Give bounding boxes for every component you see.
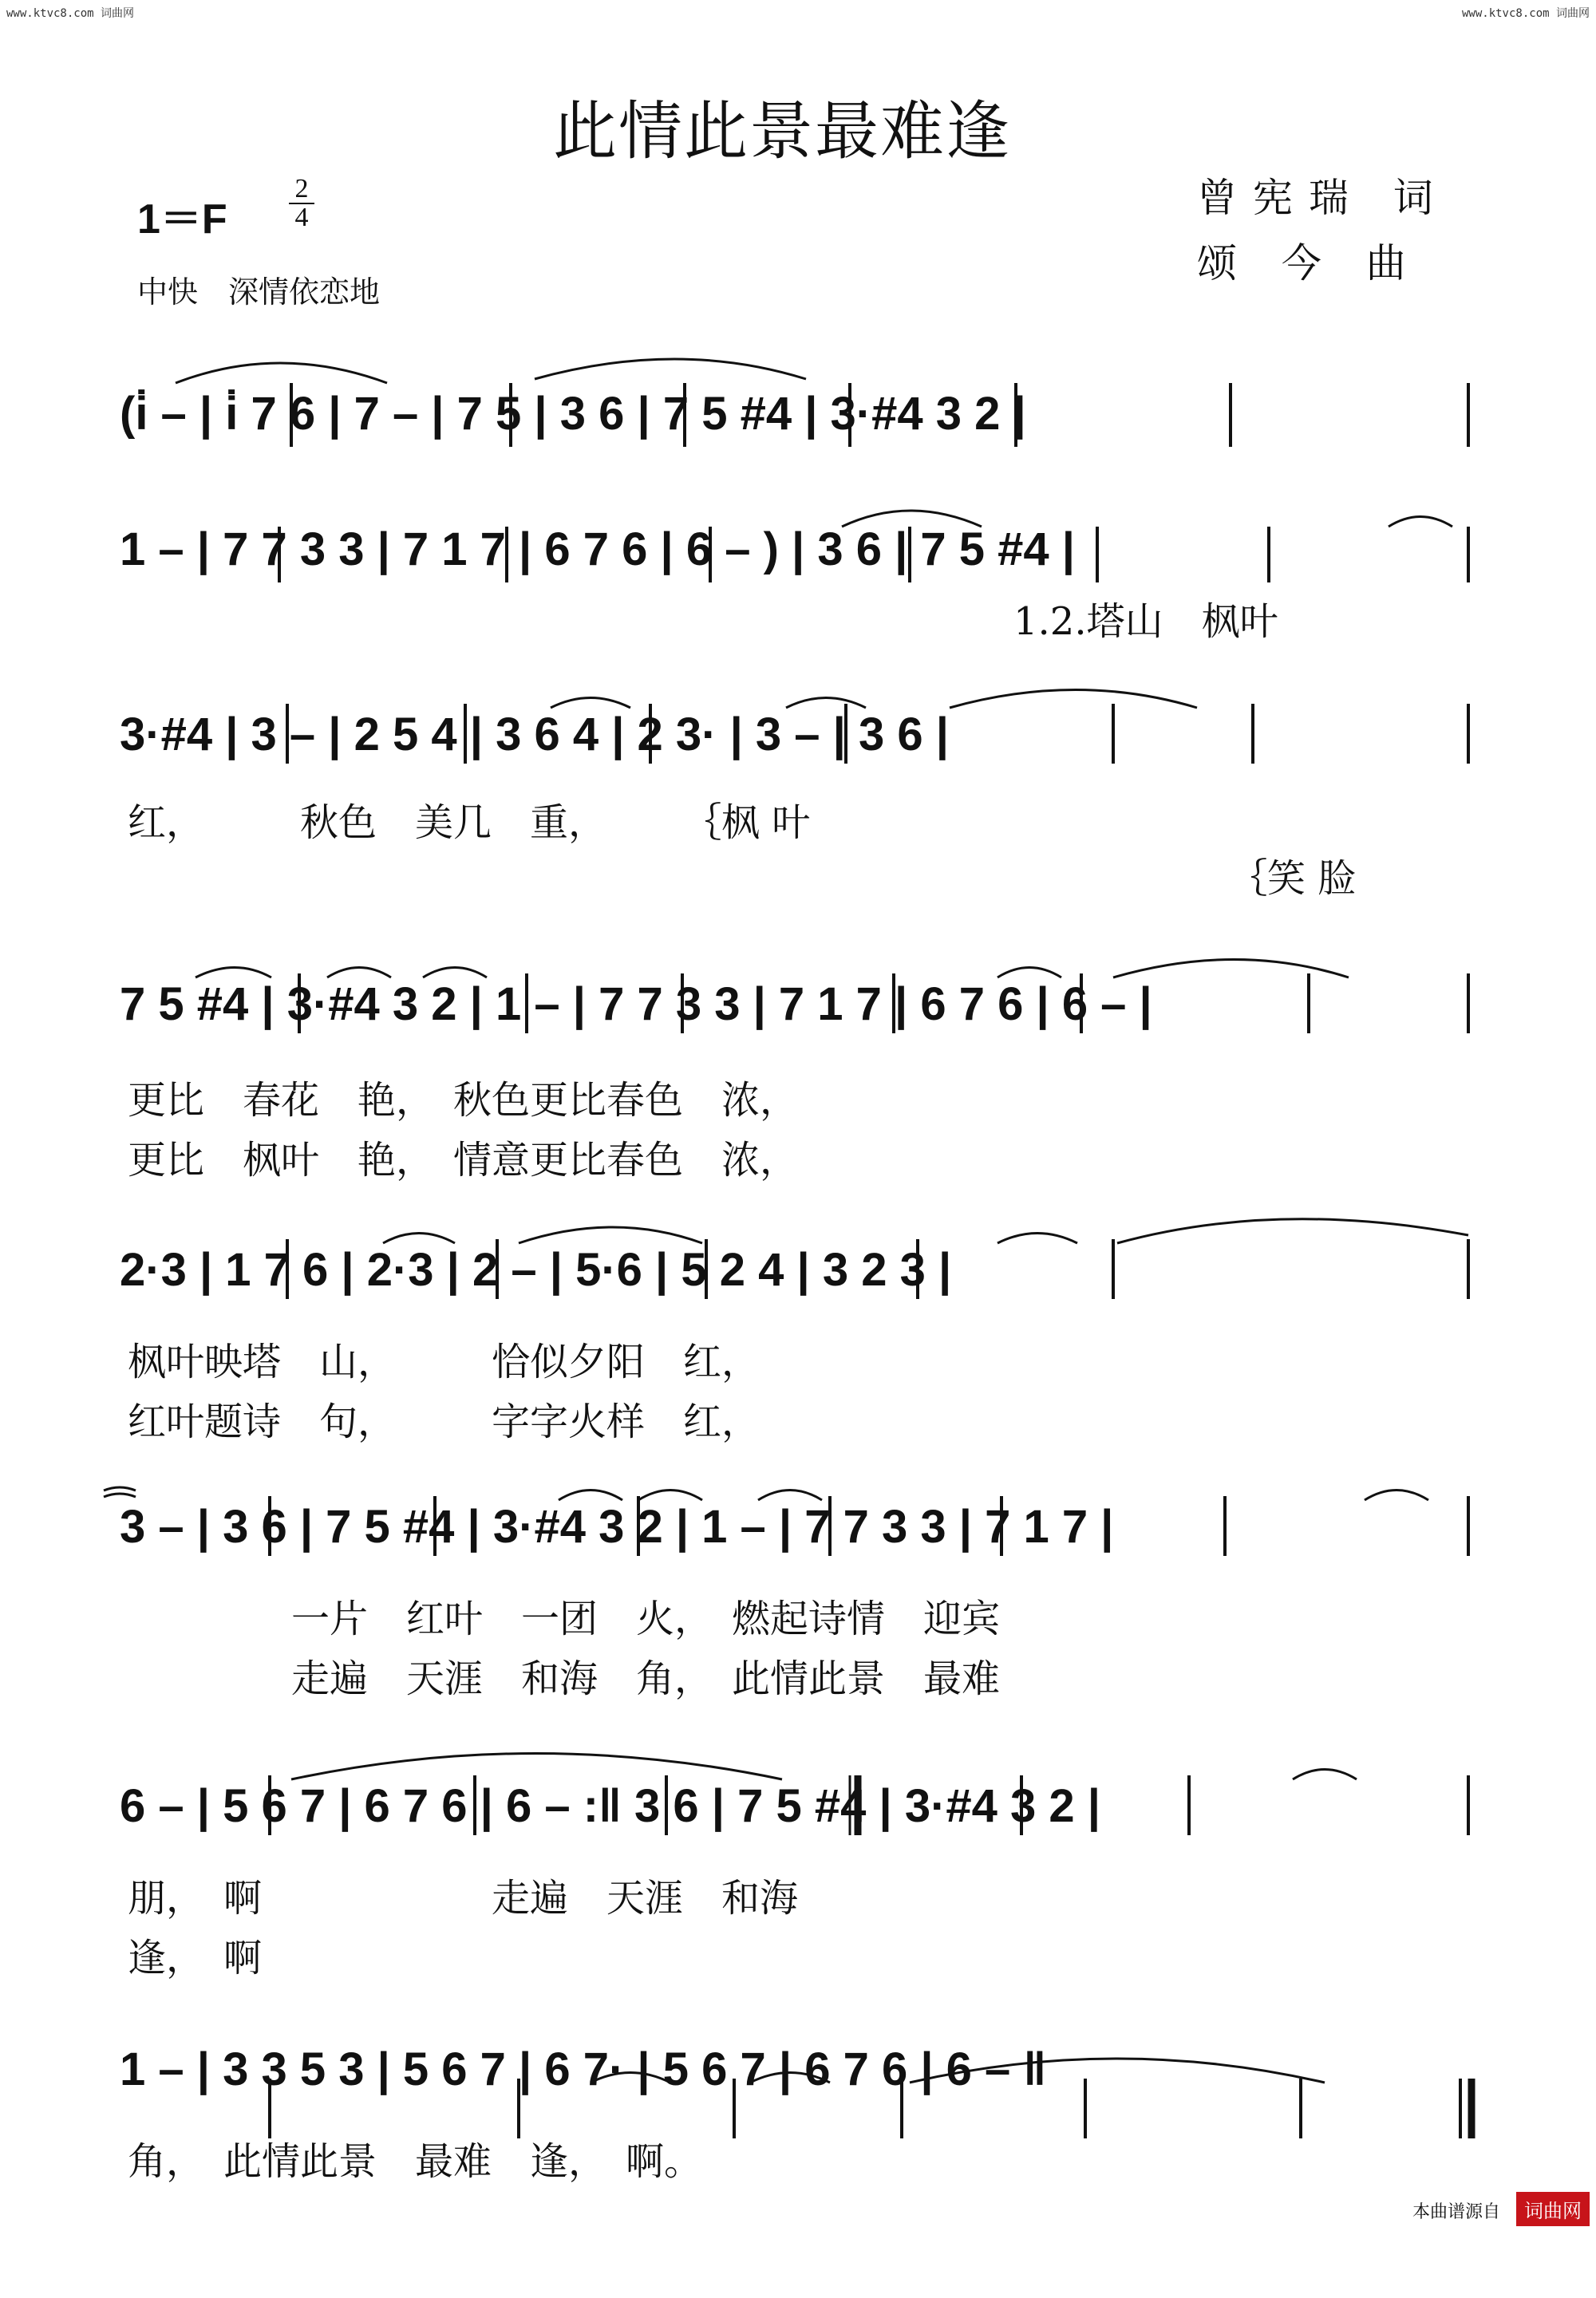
- meter-bottom: 4: [294, 203, 309, 232]
- row-6-lyrics-2: 走遍 天涯 和海 角， 此情此景 最难: [291, 1656, 1001, 1701]
- row-4-lyrics-1: 更比 春花 艳， 秋色更比春色 浓，: [128, 1078, 799, 1123]
- row-5-notes: 2·3 | 1 7 6 | 2·3 | 2 – | 5·6 | 5 2 4 | 3 2 3 |: [120, 1244, 952, 1296]
- row-5-lyrics-2: 红叶题诗 句， 字字火样 红，: [128, 1400, 760, 1444]
- score-row-3: [120, 688, 1476, 959]
- row-7-notes: 6 – | 5 6 7 | 6 7 6 | 6 – :‖ 3 6 | 7 5 #4 | 3·#4 3 2 |: [120, 1780, 1100, 1832]
- key-signature: 1＝F: [137, 196, 227, 243]
- score-row-4: [120, 958, 1476, 1229]
- row-3-notes: 3·#4 | 3 – | 2 5 4 | 3 6 4 | 2 3· | 3 – | 3 6 |: [120, 709, 949, 760]
- row-1-notes: (i̇ – | i̇ 7 6 | 7 – | 7 5 | 3 6 | 7 5 #4 | 3·#4 3 2 |: [120, 388, 1026, 440]
- row-6-lyrics-1: 一片 红叶 一团 火， 燃起诗情 迎宾: [291, 1597, 1001, 1641]
- score-row-5: [120, 1227, 1476, 1498]
- row-2-notes: 1 – | 7 7 3 3 | 7 1 7 | 6 7 6 | 6 – ) | 3 6 | 7 5 #4 |: [120, 523, 1076, 575]
- tempo-marking: 中快 深情依恋地: [137, 274, 381, 310]
- lyricist-credit: 曾宪瑞 词: [1197, 175, 1449, 221]
- meter-top: 2: [294, 174, 309, 203]
- song-title: 此情此景最难逢: [553, 94, 1011, 168]
- row-8-lyrics-1: 角， 此情此景 最难 逢， 啊。: [128, 2139, 703, 2184]
- score-row-8: [120, 2027, 1476, 2298]
- row-6-notes: 3 – | 3 6 | 7 5 #4 | 3·#4 3 2 | 1 – | 7 7 3 3 | 7 1 7 |: [120, 1501, 1114, 1553]
- row-7-lyrics-2: 逢， 啊: [128, 1936, 263, 1980]
- row-7-lyrics-1: 朋， 啊 走遍 天涯 和海: [128, 1876, 799, 1921]
- site-tag-left: www.ktvc8.com 词曲网: [6, 7, 135, 20]
- row-4-lyrics-2: 更比 枫叶 艳， 情意更比春色 浓，: [128, 1138, 799, 1183]
- composer-credit: 颂 今 曲: [1197, 240, 1422, 286]
- row-3-lyrics-1: 红， 秋色 美几 重， ｛枫 叶: [128, 800, 811, 845]
- footer-badge: 词曲网: [1516, 2192, 1590, 2226]
- time-signature: [286, 174, 318, 232]
- row-2-lyrics-1: 1.2.塔山 枫叶: [1013, 599, 1278, 644]
- row-4-notes: 7 5 #4 | 3·#4 3 2 | 1 – | 7 7 3 3 | 7 1 7 | 6 7 6 | 6 – |: [120, 978, 1152, 1030]
- row-8-notes: 1 – | 3 3 5 3 | 5 6 7 | 6 7· | 5 6 7 | 6 7 6 | 6 – ‖: [120, 2043, 1047, 2095]
- footer-source-text: 本曲谱源自: [1412, 2202, 1500, 2222]
- row-5-lyrics-1: 枫叶映塔 山， 恰似夕阳 红，: [128, 1340, 760, 1384]
- score-row-7: [120, 1763, 1476, 2035]
- row-3-lyrics-2: ｛笑 脸: [1229, 856, 1357, 901]
- score-row-6: [120, 1484, 1476, 1755]
- site-tag-right: www.ktvc8.com 词曲网: [1461, 7, 1590, 20]
